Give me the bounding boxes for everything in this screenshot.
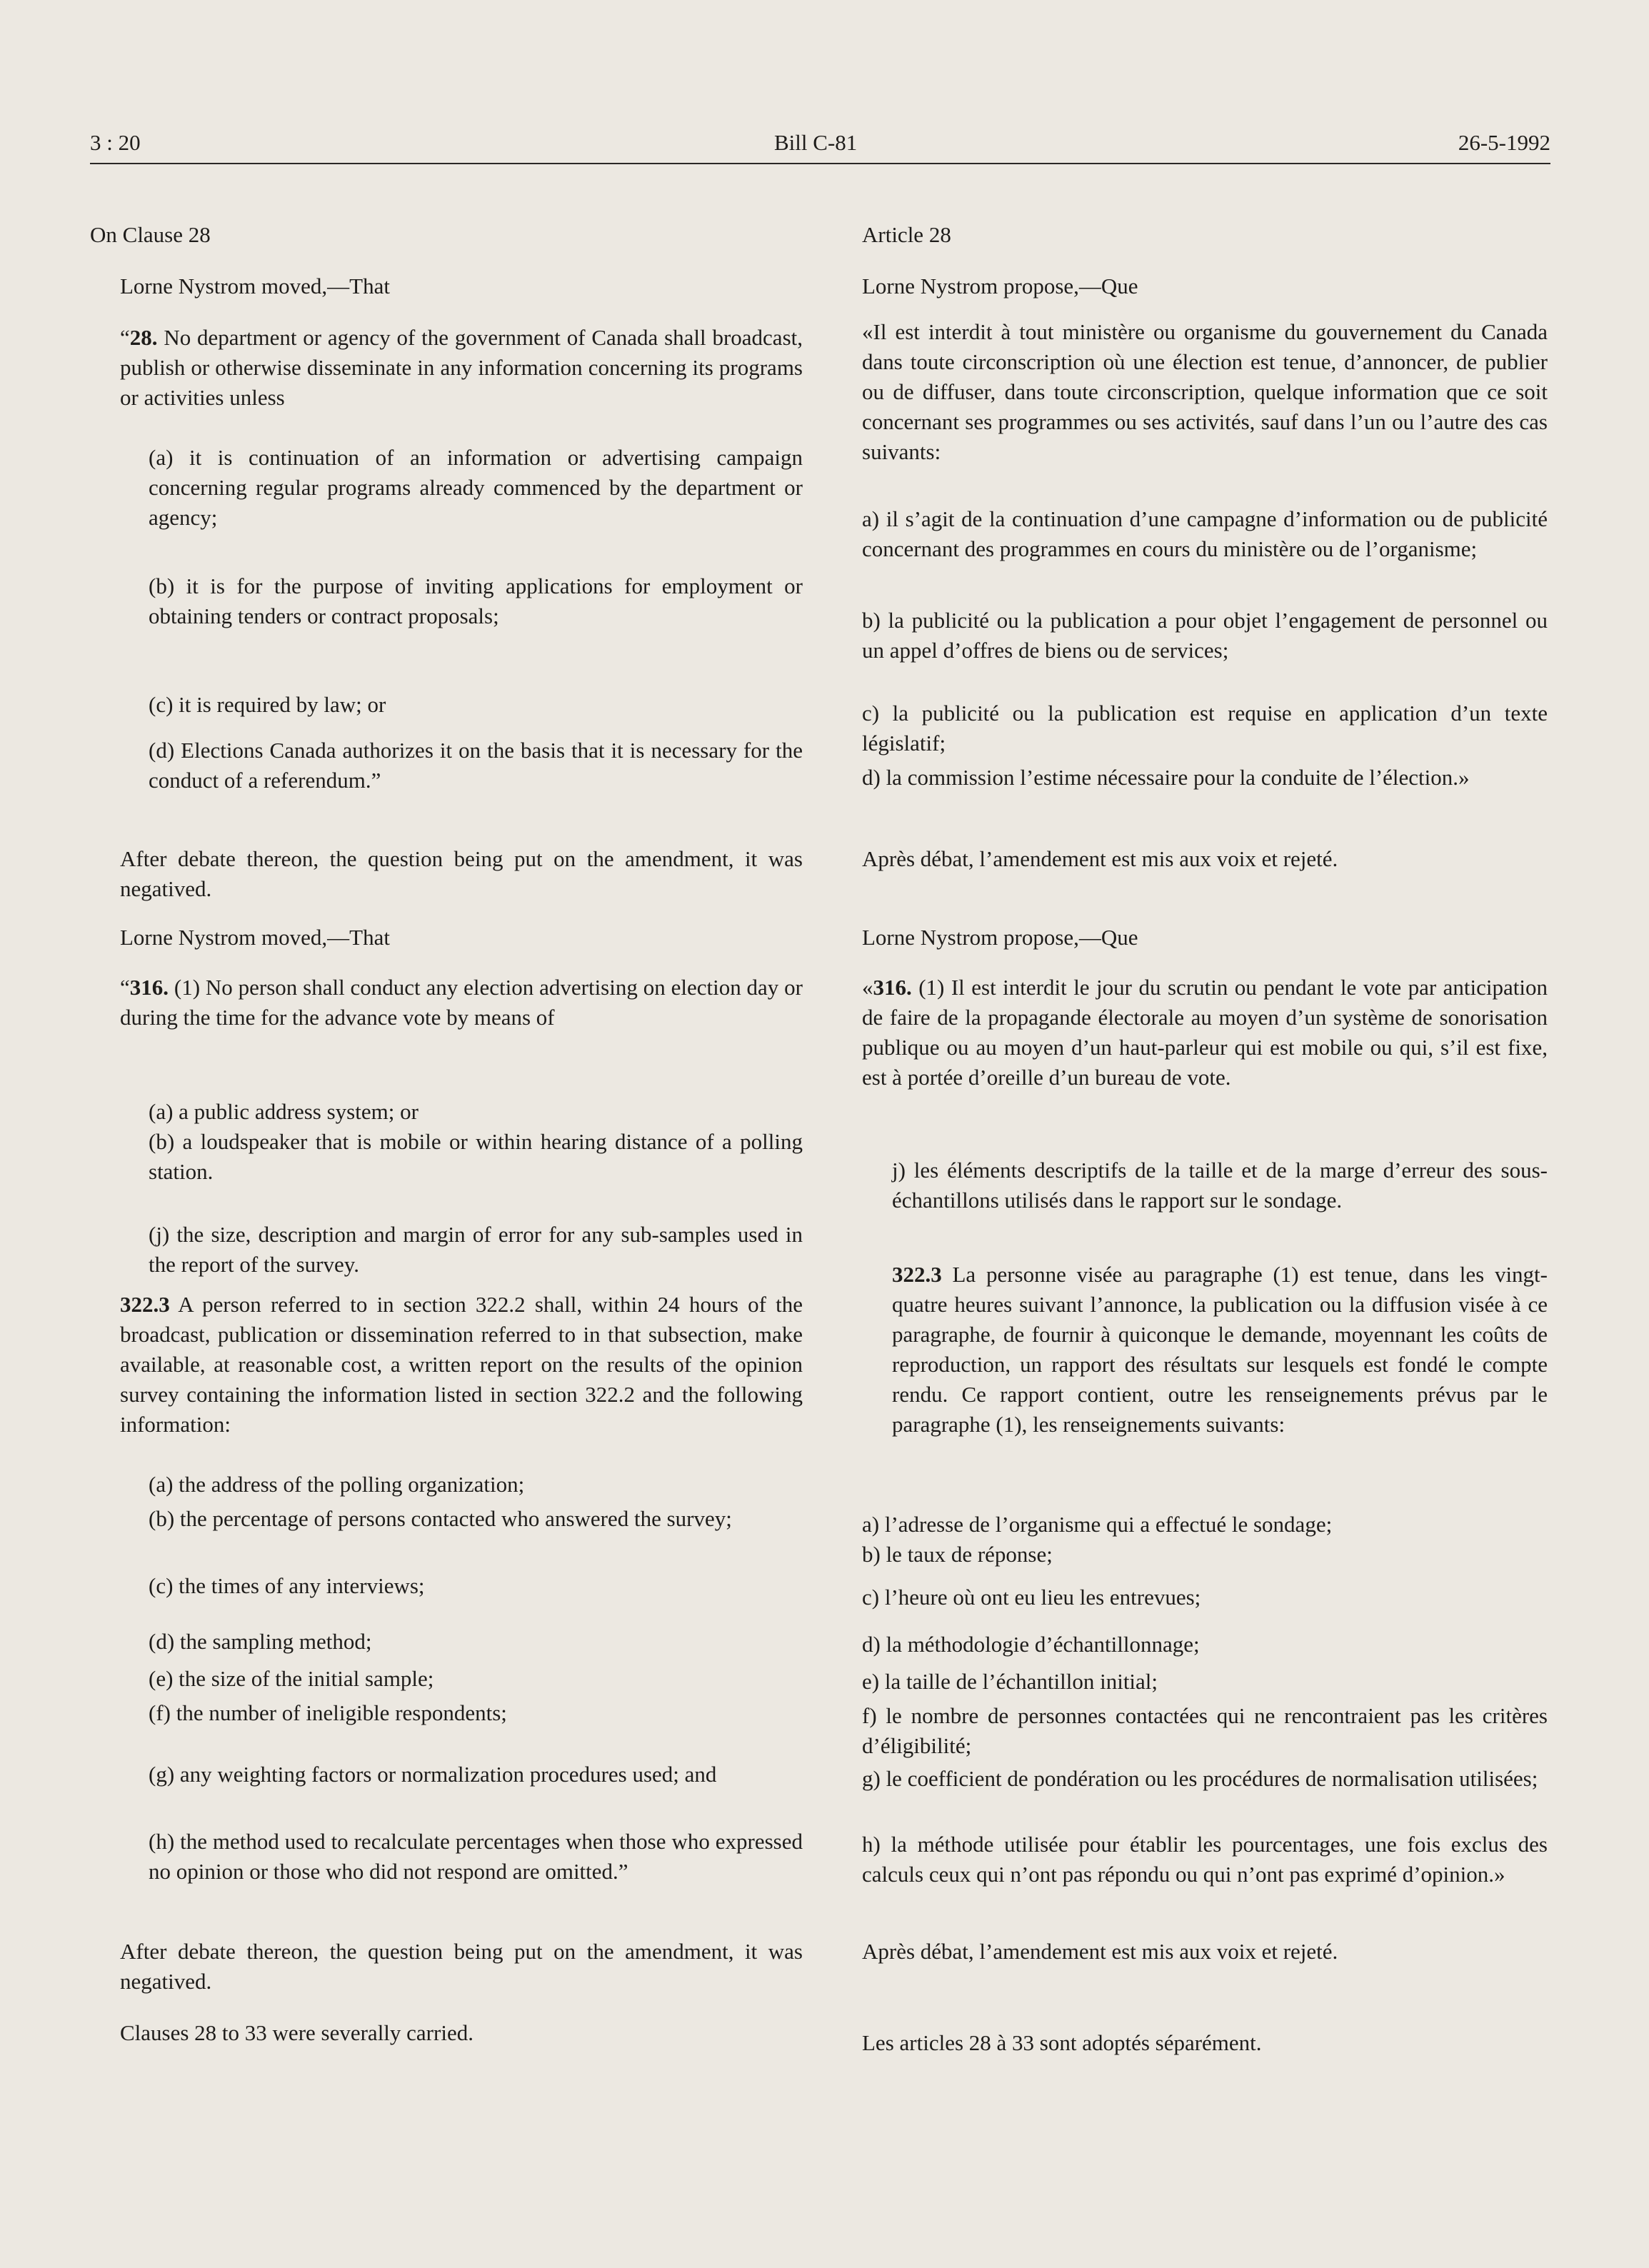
closing-line: Clauses 28 to 33 were severally carried. [120, 2020, 473, 2045]
paragraph-b: (b) a loudspeaker that is mobile or within hearing distance of a polling station. [149, 1129, 803, 1184]
paragraph-a: (a) a public address system; or [149, 1099, 418, 1124]
motion-line: Lorne Nystrom propose,—Que [862, 925, 1138, 950]
header-date: 26-5-1992 [1458, 130, 1550, 155]
paragraph-c: c) la publicité ou la publication est requise en application d’un texte législatif; [862, 701, 1548, 756]
paragraph-c: (c) the times of any interviews; [149, 1573, 425, 1598]
motion-line: Lorne Nystrom moved,—That [120, 274, 390, 298]
motion-line: Lorne Nystrom propose,—Que [862, 274, 1138, 298]
clause-heading: On Clause 28 [90, 222, 211, 247]
paragraph-g: (g) any weighting factors or normalization procedures used; and [149, 1762, 717, 1787]
paragraph-b: (b) it is for the purpose of inviting applications for employment or obtaining tenders or contract proposals; [149, 573, 803, 628]
paragraph-a: (a) the address of the polling organization; [149, 1472, 525, 1497]
closing-line: Les articles 28 à 33 sont adoptés séparément. [862, 2030, 1262, 2055]
debate-result: After debate thereon, the question being put on the amendment, it was negatived. [120, 1939, 803, 1994]
section-316-text: “316. (1) No person shall conduct any election advertising on election day or during the time for the advance vote by means of [120, 975, 803, 1030]
paragraph-d: (d) the sampling method; [149, 1629, 372, 1654]
clause-28-text: “28. No department or agency of the government of Canada shall broadcast, publish or otherwise disseminate in any information concerning its programs or activities unless [120, 325, 803, 410]
section-number: 322.3 [120, 1292, 170, 1317]
paragraph-c: (c) it is required by law; or [149, 692, 386, 717]
debate-result: After debate thereon, the question being put on the amendment, it was negatived. [120, 846, 803, 901]
paragraph-j: j) les éléments descriptifs de la taille et de la marge d’erreur des sous-échantillons utilisés dans le rapport sur le sondage. [892, 1158, 1548, 1213]
paragraph-h: h) la méthode utilisée pour établir les pourcentages, une fois exclus des calculs ceux qui n’ont pas répondu ou qui n’ont pas exprimé d’opinion.» [862, 1832, 1548, 1887]
paragraph-b: b) la publicité ou la publication a pour objet l’engagement de personnel ou un appel d’offres de biens ou de services; [862, 608, 1548, 663]
paragraph-h: (h) the method used to recalculate percentages when those who expressed no opinion or those who did not respond are omitted.” [149, 1829, 803, 1884]
section-number: 316. [129, 975, 169, 1000]
paragraph-a: a) il s’agit de la continuation d’une campagne d’information ou de publicité concernant des programmes en cours du ministère ou de l’organisme; [862, 506, 1548, 561]
article-28-text: «Il est interdit à tout ministère ou organisme du gouvernement du Canada dans toute circonscription où une élection est tenue, d’annoncer, de publier ou de diffuser, dans toute circonscription, quelque information que ce soit concernant ses programmes ou ses activités, sauf dans l’un ou l’autre des cas suivants: [862, 319, 1548, 464]
paragraph-d: d) la méthodologie d’échantillonnage; [862, 1632, 1200, 1657]
clause-heading: Article 28 [862, 222, 951, 247]
paragraph-d: d) la commission l’estime nécessaire pour la conduite de l’élection.» [862, 765, 1470, 790]
paragraph-e: (e) the size of the initial sample; [149, 1666, 434, 1691]
page-number: 3 : 20 [90, 130, 141, 155]
paragraph-c: c) l’heure où ont eu lieu les entrevues; [862, 1585, 1201, 1610]
section-number: 316. [873, 975, 912, 1000]
article-316-text: «316. (1) Il est interdit le jour du scrutin ou pendant le vote par anticipation de faire de la propagande électorale au moyen d’un système de sonorisation publique ou au moyen d’un haut-parleur qui est mobile ou qui, s’il est fixe, est à portée d’oreille d’un bureau de vote. [862, 975, 1548, 1090]
paragraph-b: (b) the percentage of persons contacted who answered the survey; [149, 1506, 732, 1531]
paragraph-a: a) l’adresse de l’organisme qui a effectué le sondage; [862, 1512, 1333, 1537]
motion-line: Lorne Nystrom moved,—That [120, 925, 390, 950]
section-number: 322.3 [892, 1262, 942, 1287]
bill-title: Bill C-81 [774, 130, 858, 155]
paragraph-b: b) le taux de réponse; [862, 1542, 1053, 1567]
header-rule [90, 163, 1550, 164]
paragraph-a: (a) it is continuation of an information or advertising campaign concerning regular programs already commenced by the department or agency; [149, 445, 803, 530]
debate-result: Après débat, l’amendement est mis aux voix et rejeté. [862, 846, 1338, 871]
page-header [90, 130, 1550, 166]
section-number: 28. [129, 325, 158, 350]
paragraph-d: (d) Elections Canada authorizes it on the basis that it is necessary for the conduct of a referendum.” [149, 738, 803, 793]
paragraph-f: (f) the number of ineligible respondents; [149, 1700, 507, 1725]
paragraph-f: f) le nombre de personnes contactées qui ne rencontraient pas les critères d’éligibilité; [862, 1703, 1548, 1758]
section-322-3-text: 322.3 A person referred to in section 322.2 shall, within 24 hours of the broadcast, publication or dissemination referred to in that subsection, make available, at reasonable cost, a written report on the results of the opinion survey containing the information listed in section 322.2 and the following information: [120, 1292, 803, 1437]
article-322-3-text: 322.3 La personne visée au paragraphe (1) est tenue, dans les vingt-quatre heures suivant l’annonce, la publication ou la diffusion visée à ce paragraphe, de fournir à quiconque le demande, moyennant les coûts de reproduction, un rapport des résultats sur lesquels est fondé le compte rendu. Ce rapport contient, outre les renseignements prévus par le paragraphe (1), les renseignements suivants: [892, 1262, 1548, 1437]
debate-result: Après débat, l’amendement est mis aux voix et rejeté. [862, 1939, 1338, 1964]
paragraph-e: e) la taille de l’échantillon initial; [862, 1669, 1158, 1694]
paragraph-j: (j) the size, description and margin of error for any sub-samples used in the report of the survey. [149, 1222, 803, 1277]
paragraph-g: g) le coefficient de pondération ou les procédures de normalisation utilisées; [862, 1766, 1538, 1791]
